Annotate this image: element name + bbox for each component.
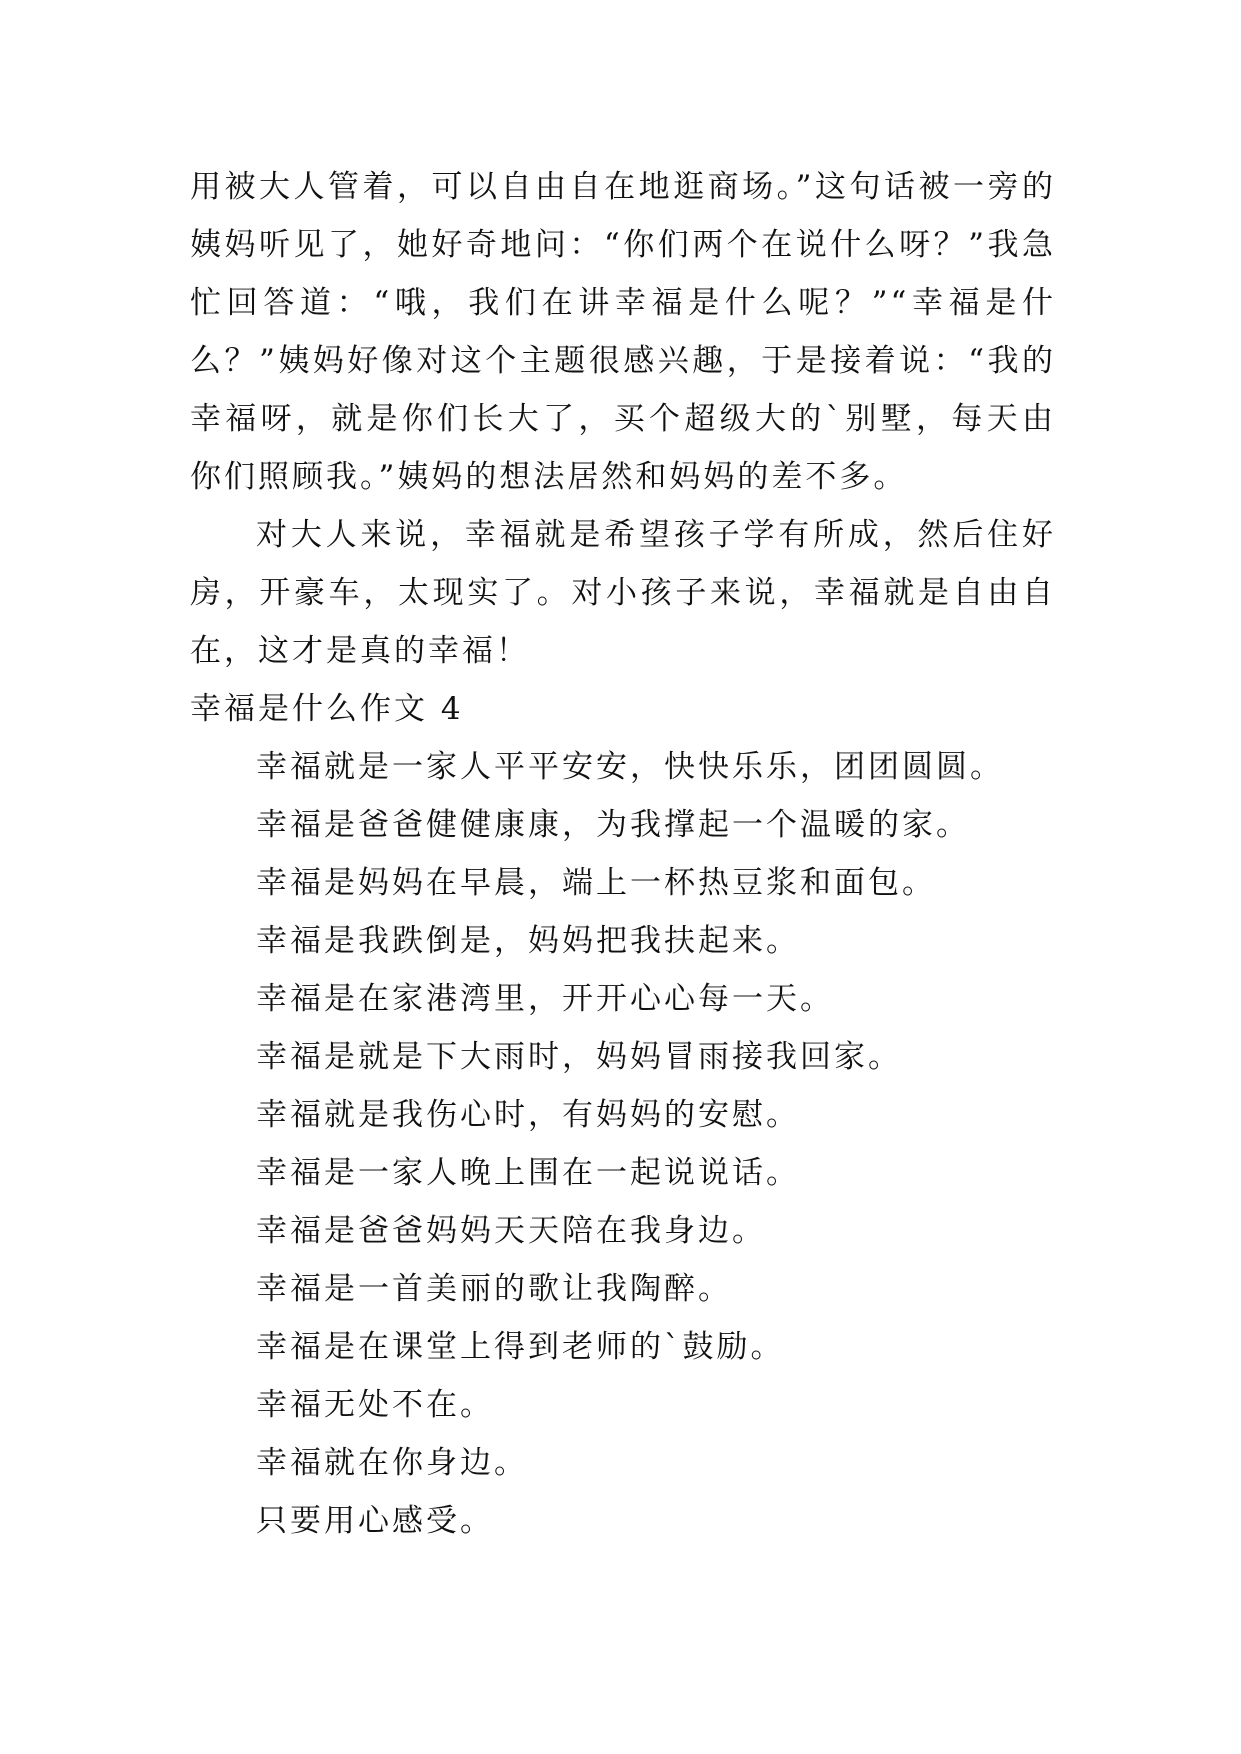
- poem-line: 幸福是一首美丽的歌让我陶醉。: [256, 1271, 732, 1307]
- poem-line: 幸福是妈妈在早晨，端上一杯热豆浆和面包。: [256, 865, 936, 901]
- poem-line: 幸福是我跌倒是，妈妈把我扶起来。: [256, 923, 800, 959]
- poem-line: 幸福就在你身边。: [256, 1445, 528, 1481]
- poem-line: 只要用心感受。: [256, 1503, 494, 1539]
- poem-line: 幸福就是一家人平平安安，快快乐乐，团团圆圆。: [256, 749, 1004, 785]
- poem-line: 幸福是在课堂上得到老师的`鼓励。: [256, 1329, 785, 1365]
- poem-line: 幸福是爸爸妈妈天天陪在我身边。: [256, 1213, 766, 1249]
- poem-line: 幸福是在家港湾里，开开心心每一天。: [256, 981, 834, 1017]
- document-body: [190, 158, 1056, 1550]
- section-title: 幸福是什么作文 4: [190, 691, 464, 727]
- poem-line: 幸福就是我伤心时，有妈妈的安慰。: [256, 1097, 800, 1133]
- paragraph-conclusion: 对大人来说，幸福就是希望孩子学有所成，然后住好房，开豪车，太现实了。对小孩子来说，幸福就是自由自在，这才是真的幸福！: [190, 517, 1056, 669]
- poem-lines: [190, 738, 1056, 1550]
- poem-line: 幸福是就是下大雨时，妈妈冒雨接我回家。: [256, 1039, 902, 1075]
- paragraph-continued: 用被大人管着，可以自由自在地逛商场。”这句话被一旁的姨妈听见了，她好奇地问：“你们两个在说什么呀？”我急忙回答道：“哦，我们在讲幸福是什么呢？”“幸福是什么？”姨妈好像对这个主题很感兴趣，于是接着说：“我的幸福呀，就是你们长大了，买个超级大的`别墅，每天由你们照顾我。”姨妈的想法居然和妈妈的差不多。: [190, 169, 1056, 495]
- poem-line: 幸福无处不在。: [256, 1387, 494, 1423]
- poem-line: 幸福是爸爸健健康康，为我撑起一个温暖的家。: [256, 807, 970, 843]
- poem-line: 幸福是一家人晚上围在一起说说话。: [256, 1155, 800, 1191]
